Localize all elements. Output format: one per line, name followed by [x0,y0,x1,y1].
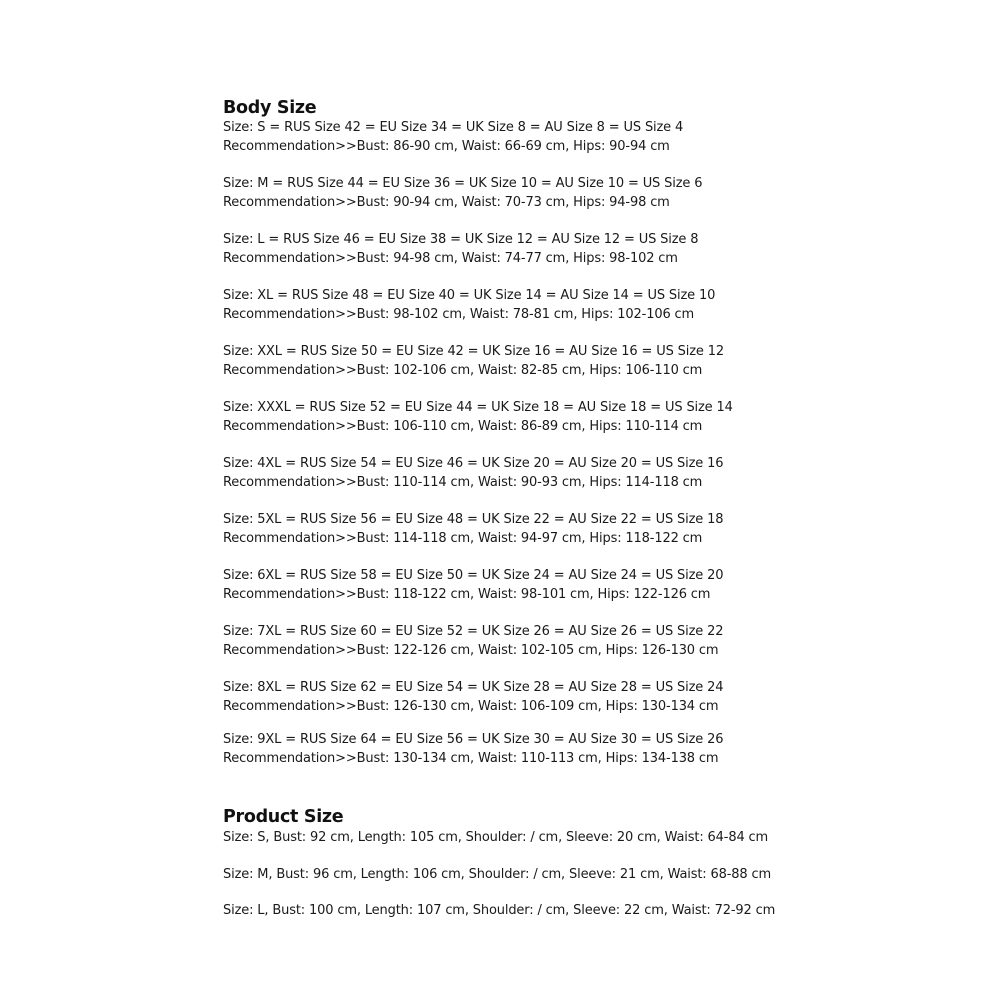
product-size-heading: Product Size [223,807,344,827]
recommendation-line: Recommendation>>Bust: 130-134 cm, Waist: 110-113 cm, Hips: 134-138 cm [223,751,719,766]
recommendation-line: Recommendation>>Bust: 106-110 cm, Waist: 86-89 cm, Hips: 110-114 cm [223,419,703,434]
size-conversion-line: Size: 4XL = RUS Size 54 = EU Size 46 = UK Size 20 = AU Size 20 = US Size 16 [223,456,724,471]
body-size-entry [223,678,943,716]
size-chart-document [223,97,943,918]
body-size-entry [223,118,943,156]
size-conversion-line: Size: 6XL = RUS Size 58 = EU Size 50 = UK Size 24 = AU Size 24 = US Size 20 [223,568,724,583]
recommendation-line: Recommendation>>Bust: 110-114 cm, Waist: 90-93 cm, Hips: 114-118 cm [223,475,703,490]
product-size-section [223,806,775,938]
body-size-entry [223,342,943,380]
body-size-entry [223,510,943,548]
body-size-entry [223,454,943,492]
body-size-entry [223,622,943,660]
product-size-entry: Size: S, Bust: 92 cm, Length: 105 cm, Shoulder: / cm, Sleeve: 20 cm, Waist: 64-84 cm [223,830,769,845]
body-size-entry [223,286,943,324]
body-size-heading: Body Size [223,98,317,118]
recommendation-line: Recommendation>>Bust: 102-106 cm, Waist: 82-85 cm, Hips: 106-110 cm [223,363,703,378]
recommendation-line: Recommendation>>Bust: 94-98 cm, Waist: 74-77 cm, Hips: 98-102 cm [223,251,678,266]
product-size-entry: Size: M, Bust: 96 cm, Length: 106 cm, Shoulder: / cm, Sleeve: 21 cm, Waist: 68-88 cm [223,866,772,882]
size-conversion-line: Size: 8XL = RUS Size 62 = EU Size 54 = UK Size 28 = AU Size 28 = US Size 24 [223,680,724,695]
recommendation-line: Recommendation>>Bust: 86-90 cm, Waist: 66-69 cm, Hips: 90-94 cm [223,139,670,154]
body-size-entry [223,398,943,436]
product-size-entry: Size: L, Bust: 100 cm, Length: 107 cm, Shoulder: / cm, Sleeve: 22 cm, Waist: 72-92 cm [223,903,776,918]
size-conversion-line: Size: M = RUS Size 44 = EU Size 36 = UK Size 10 = AU Size 10 = US Size 6 [223,176,703,191]
size-conversion-line: Size: L = RUS Size 46 = EU Size 38 = UK Size 12 = AU Size 12 = US Size 8 [223,232,699,247]
body-size-entry [223,174,943,212]
size-conversion-line: Size: XXXL = RUS Size 52 = EU Size 44 = UK Size 18 = AU Size 18 = US Size 14 [223,400,733,415]
size-conversion-line: Size: S = RUS Size 42 = EU Size 34 = UK Size 8 = AU Size 8 = US Size 4 [223,120,684,135]
size-conversion-line: Size: XL = RUS Size 48 = EU Size 40 = UK Size 14 = AU Size 14 = US Size 10 [223,288,716,303]
size-conversion-line: Size: 7XL = RUS Size 60 = EU Size 52 = UK Size 26 = AU Size 26 = US Size 22 [223,624,724,639]
recommendation-line: Recommendation>>Bust: 122-126 cm, Waist: 102-105 cm, Hips: 126-130 cm [223,643,719,658]
body-size-entry [223,566,943,604]
body-size-entry [223,230,943,268]
size-conversion-line: Size: XXL = RUS Size 50 = EU Size 42 = UK Size 16 = AU Size 16 = US Size 12 [223,344,724,359]
size-conversion-line: Size: 9XL = RUS Size 64 = EU Size 56 = UK Size 30 = AU Size 30 = US Size 26 [223,732,724,747]
body-size-entry [223,730,943,768]
size-conversion-line: Size: 5XL = RUS Size 56 = EU Size 48 = UK Size 22 = AU Size 22 = US Size 18 [223,512,724,527]
recommendation-line: Recommendation>>Bust: 118-122 cm, Waist: 98-101 cm, Hips: 122-126 cm [223,587,711,602]
recommendation-line: Recommendation>>Bust: 114-118 cm, Waist: 94-97 cm, Hips: 118-122 cm [223,531,703,546]
body-size-section [223,97,943,797]
recommendation-line: Recommendation>>Bust: 98-102 cm, Waist: 78-81 cm, Hips: 102-106 cm [223,307,695,322]
recommendation-line: Recommendation>>Bust: 126-130 cm, Waist: 106-109 cm, Hips: 130-134 cm [223,699,719,714]
recommendation-line: Recommendation>>Bust: 90-94 cm, Waist: 70-73 cm, Hips: 94-98 cm [223,195,670,210]
